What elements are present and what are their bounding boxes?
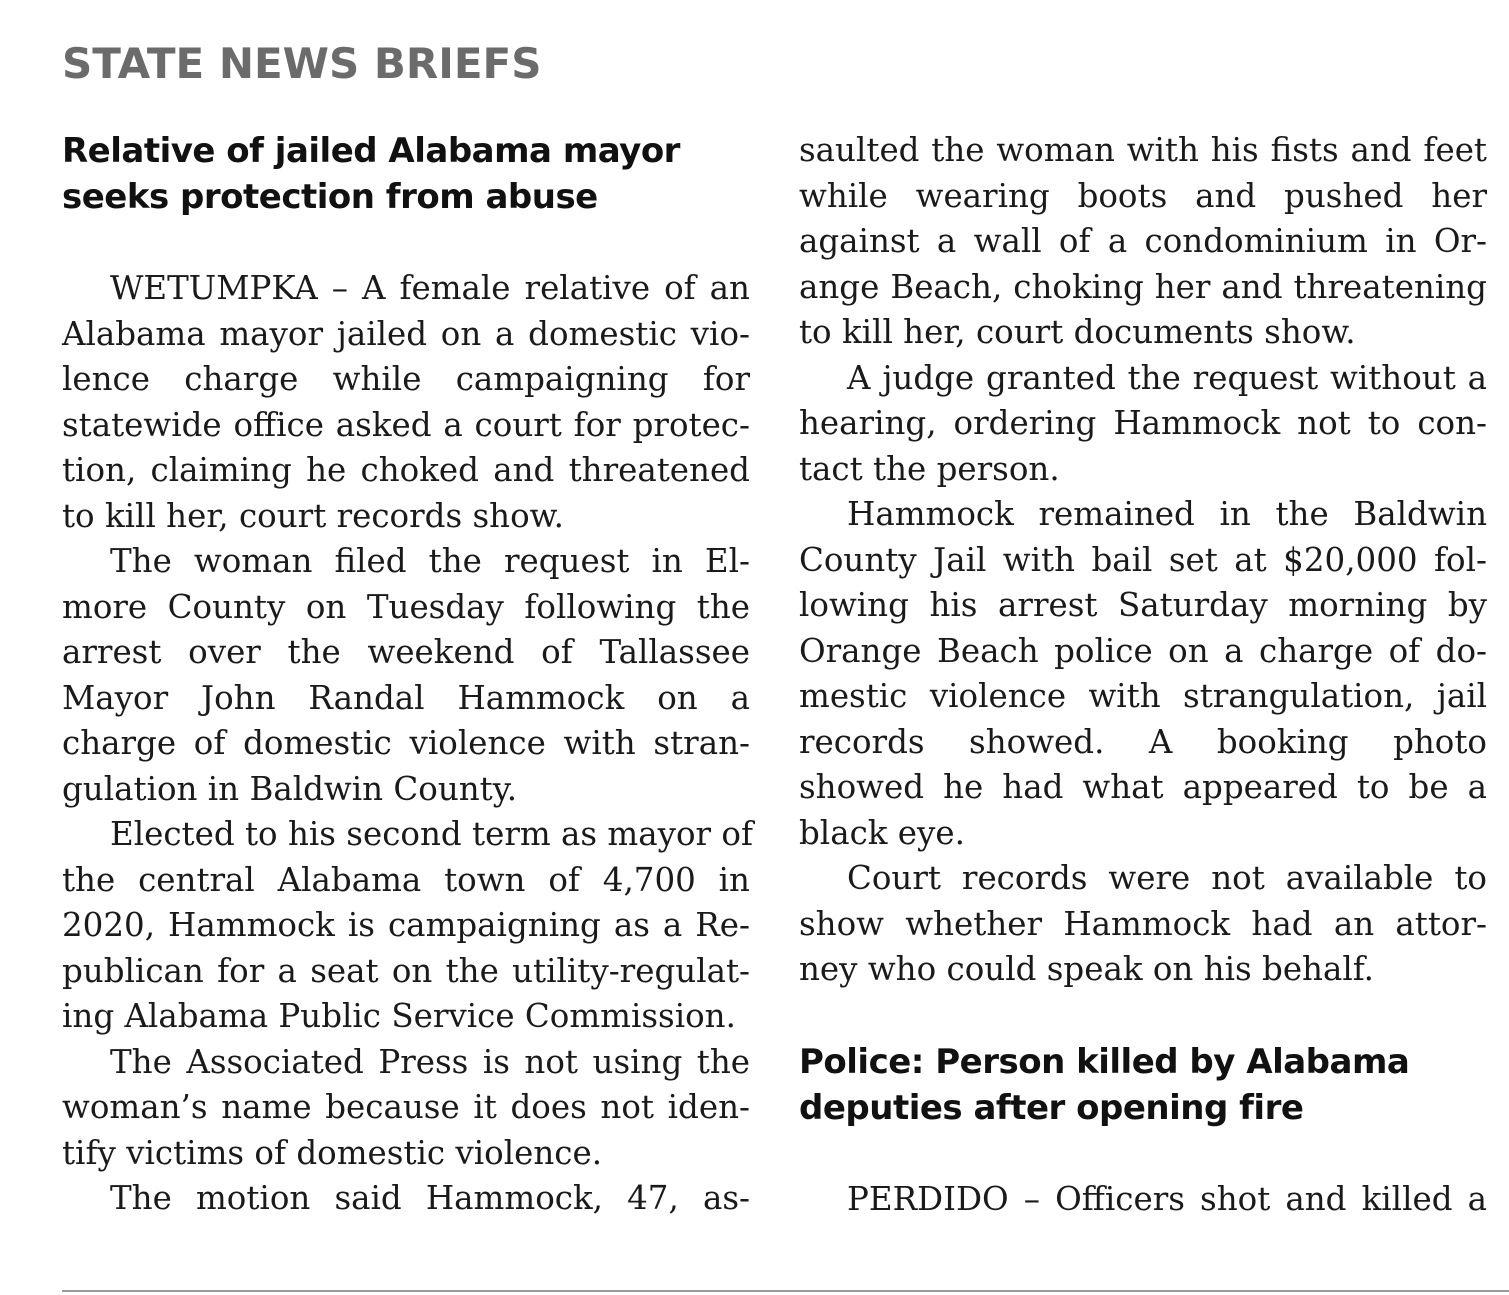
text-line: show whether Hammock had an attor-	[799, 904, 1487, 943]
text-line: saulted the woman with his fists and feet	[799, 131, 1487, 169]
headline-line: Police: Person killed by Alabama	[799, 1041, 1410, 1082]
text-line: publican for a seat on the utility-regulat-	[62, 951, 750, 990]
text-line: tion, claiming he choked and threatened	[62, 451, 750, 489]
left-column	[62, 128, 753, 1222]
text-line: arrest over the weekend of Tallassee	[62, 633, 750, 671]
text-line: Orange Beach police on a charge of do-	[799, 631, 1487, 670]
text-line: County Jail with bail set at $20,000 fol-	[799, 540, 1487, 579]
text-line: mestic violence with strangulation, jail	[799, 677, 1487, 715]
text-line: while wearing boots and pushed her	[799, 176, 1487, 215]
text-line: gulation in Baldwin County.	[62, 769, 518, 808]
text-line: against a wall of a condominium in Or-	[799, 222, 1487, 260]
text-line: more County on Tuesday following the	[62, 587, 750, 626]
text-line: The motion said Hammock, 47, as-	[110, 1179, 750, 1217]
story2-body	[799, 1177, 1487, 1223]
text-line: woman’s name because it does not iden-	[62, 1088, 750, 1126]
paragraph	[62, 1176, 750, 1222]
text-line: Elected to his second term as mayor of	[110, 815, 753, 853]
text-line: hearing, ordering Hammock not to con-	[799, 404, 1487, 442]
text-line: Court records were not available to	[847, 859, 1487, 897]
text-line: statewide office asked a court for protec-	[62, 405, 750, 444]
text-line: to kill her, court documents show.	[799, 313, 1356, 351]
text-line: Alabama mayor jailed on a domestic vio-	[62, 314, 750, 353]
paragraph	[799, 1177, 1487, 1223]
story1-body-continued	[799, 128, 1487, 993]
text-line: The Associated Press is not using the	[110, 1042, 750, 1081]
story1-body-left	[62, 266, 753, 1222]
text-line: tify victims of domestic violence.	[62, 1133, 603, 1172]
text-line: lowing his arrest Saturday morning by	[799, 586, 1487, 624]
bottom-rule	[62, 1290, 1509, 1292]
text-line: WETUMPKA – A female relative of an	[110, 269, 750, 307]
text-line: 2020, Hammock is campaigning as a Re-	[62, 906, 750, 944]
paragraph	[799, 128, 1487, 356]
text-line: A judge granted the request without a	[847, 358, 1487, 397]
story1-headline	[62, 128, 750, 220]
text-line: PERDIDO – Officers shot and killed a	[847, 1179, 1487, 1218]
paragraph	[62, 1040, 750, 1177]
text-line: to kill her, court records show.	[62, 496, 564, 535]
text-line: charge of domestic violence with stran-	[62, 724, 750, 762]
paragraph	[799, 356, 1487, 493]
right-column	[799, 128, 1487, 1222]
paragraph	[799, 856, 1487, 993]
text-line: black eye.	[799, 813, 965, 852]
text-line: Mayor John Randal Hammock on a	[62, 678, 750, 717]
text-line: lence charge while campaigning for	[62, 360, 750, 398]
headline-line: seeks protection from abuse	[62, 177, 598, 217]
paragraph	[799, 492, 1487, 856]
text-line: ing Alabama Public Service Commission.	[62, 997, 736, 1035]
paragraph	[62, 266, 750, 539]
section-title: STATE NEWS BRIEFS	[62, 39, 542, 88]
text-line: Hammock remained in the Baldwin	[847, 495, 1487, 533]
text-line: ney who could speak on his behalf.	[799, 950, 1374, 988]
text-line: The woman filed the request in El-	[110, 542, 750, 580]
story2-headline	[799, 1039, 1487, 1131]
text-line: showed he had what appeared to be a	[799, 768, 1487, 806]
headline-line: Relative of jailed Alabama mayor	[62, 131, 680, 171]
text-line: ange Beach, choking her and threatening	[799, 267, 1487, 306]
text-line: tact the person.	[799, 449, 1060, 488]
paragraph	[62, 539, 750, 812]
text-line: records showed. A booking photo	[799, 722, 1487, 761]
headline-line: deputies after opening fire	[799, 1087, 1304, 1128]
text-line: the central Alabama town of 4,700 in	[62, 860, 750, 899]
paragraph	[62, 812, 753, 1040]
